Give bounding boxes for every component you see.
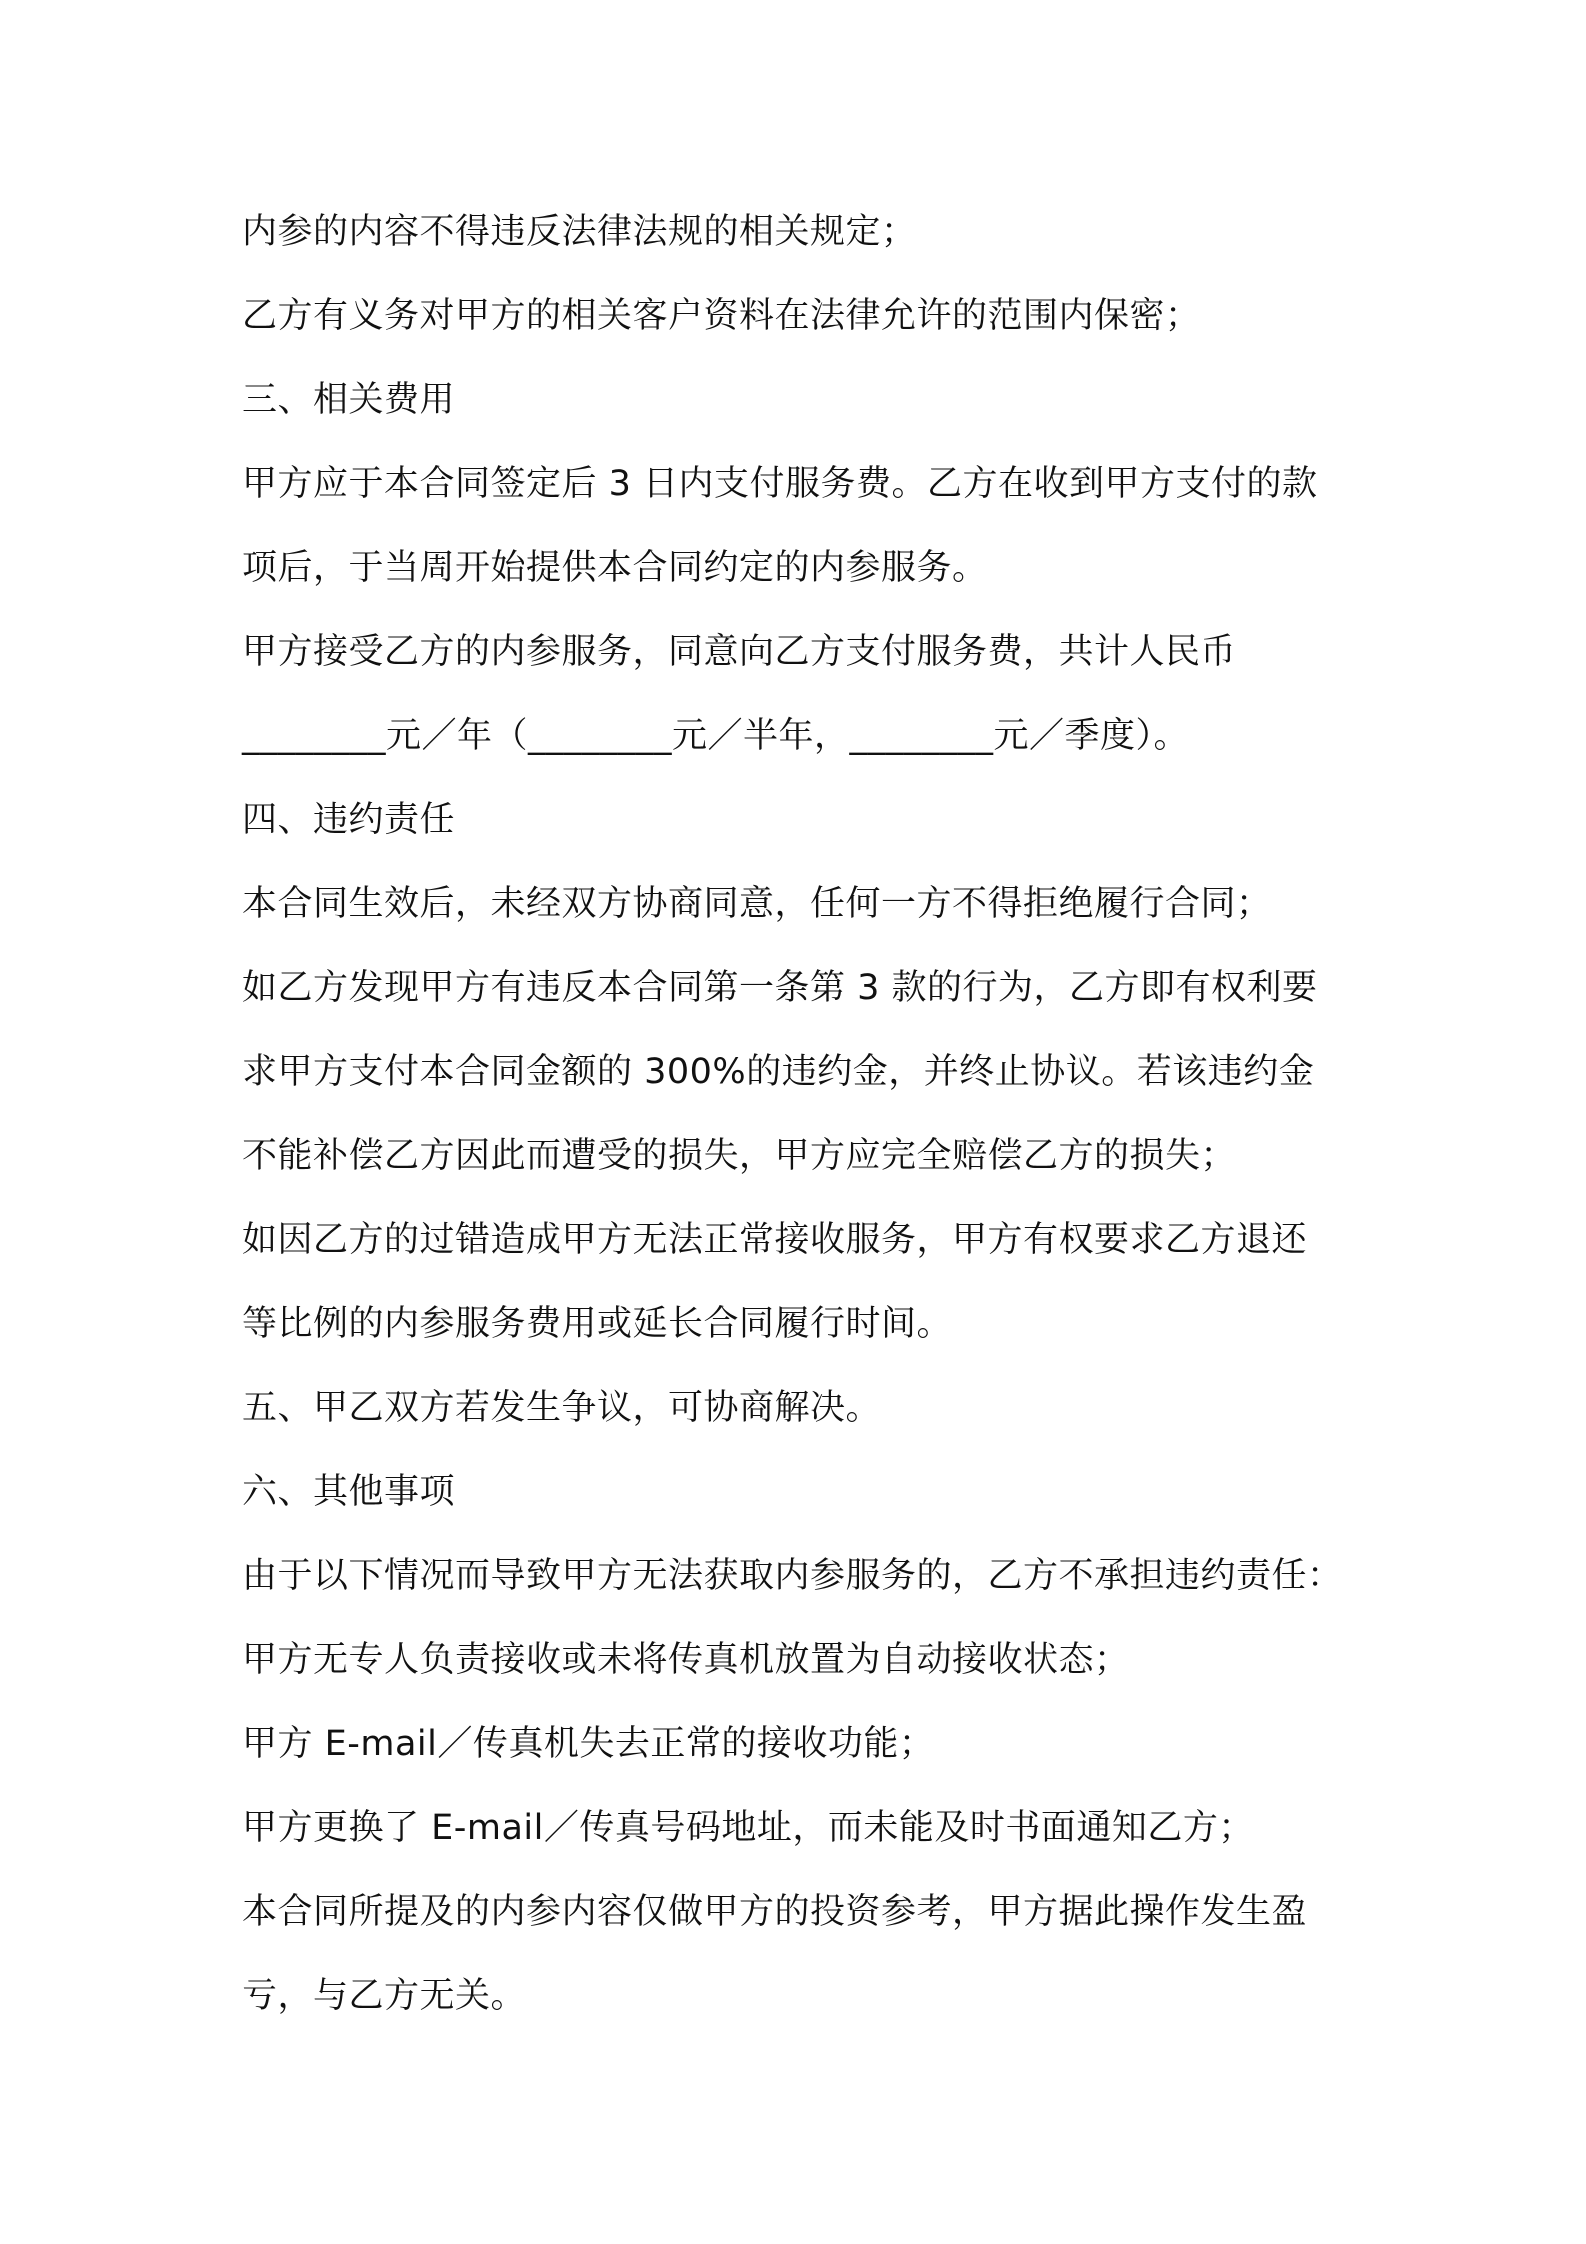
text-line: 求甲方支付本合同金额的 300%的违约金，并终止协议。若该违约金 — [242, 1052, 1315, 1092]
text-line: 乙方有义务对甲方的相关客户资料在法律允许的范围内保密； — [242, 296, 1201, 336]
section-heading: 五、甲乙双方若发生争议，可协商解决。 — [242, 1388, 882, 1428]
text-line: 本合同所提及的内参内容仅做甲方的投资参考，甲方据此操作发生盈 — [242, 1892, 1308, 1932]
text-line: 如乙方发现甲方有违反本合同第一条第 3 款的行为，乙方即有权利要 — [242, 968, 1318, 1008]
text-line: 甲方应于本合同签定后 3 日内支付服务费。乙方在收到甲方支付的款 — [242, 464, 1318, 504]
contract-text — [242, 190, 1362, 2038]
text-line: 由于以下情况而导致甲方无法获取内参服务的，乙方不承担违约责任： — [242, 1556, 1343, 1596]
section-heading: 三、相关费用 — [242, 380, 456, 420]
text-line: 甲方接受乙方的内参服务，同意向乙方支付服务费，共计人民币 — [242, 632, 1237, 672]
text-line: 不能补偿乙方因此而遭受的损失，甲方应完全赔偿乙方的损失； — [242, 1136, 1237, 1176]
fee-blanks-line: ________元／年（________元／半年，________元／季度）。 — [242, 716, 1190, 756]
section-heading: 四、违约责任 — [242, 800, 456, 840]
text-line: 本合同生效后，未经双方协商同意，任何一方不得拒绝履行合同； — [242, 884, 1272, 924]
text-line: 项后，于当周开始提供本合同约定的内参服务。 — [242, 548, 988, 588]
section-heading: 六、其他事项 — [242, 1472, 456, 1512]
text-line: 内参的内容不得违反法律法规的相关规定； — [242, 212, 917, 252]
text-line: 甲方 E-mail／传真机失去正常的接收功能； — [242, 1724, 935, 1764]
text-line: 甲方无专人负责接收或未将传真机放置为自动接收状态； — [242, 1640, 1130, 1680]
text-line: 等比例的内参服务费用或延长合同履行时间。 — [242, 1304, 953, 1344]
text-line: 甲方更换了 E-mail／传真号码地址，而未能及时书面通知乙方； — [242, 1808, 1254, 1848]
text-line: 亏，与乙方无关。 — [242, 1976, 527, 2016]
text-line: 如因乙方的过错造成甲方无法正常接收服务，甲方有权要求乙方退还 — [242, 1220, 1308, 1260]
